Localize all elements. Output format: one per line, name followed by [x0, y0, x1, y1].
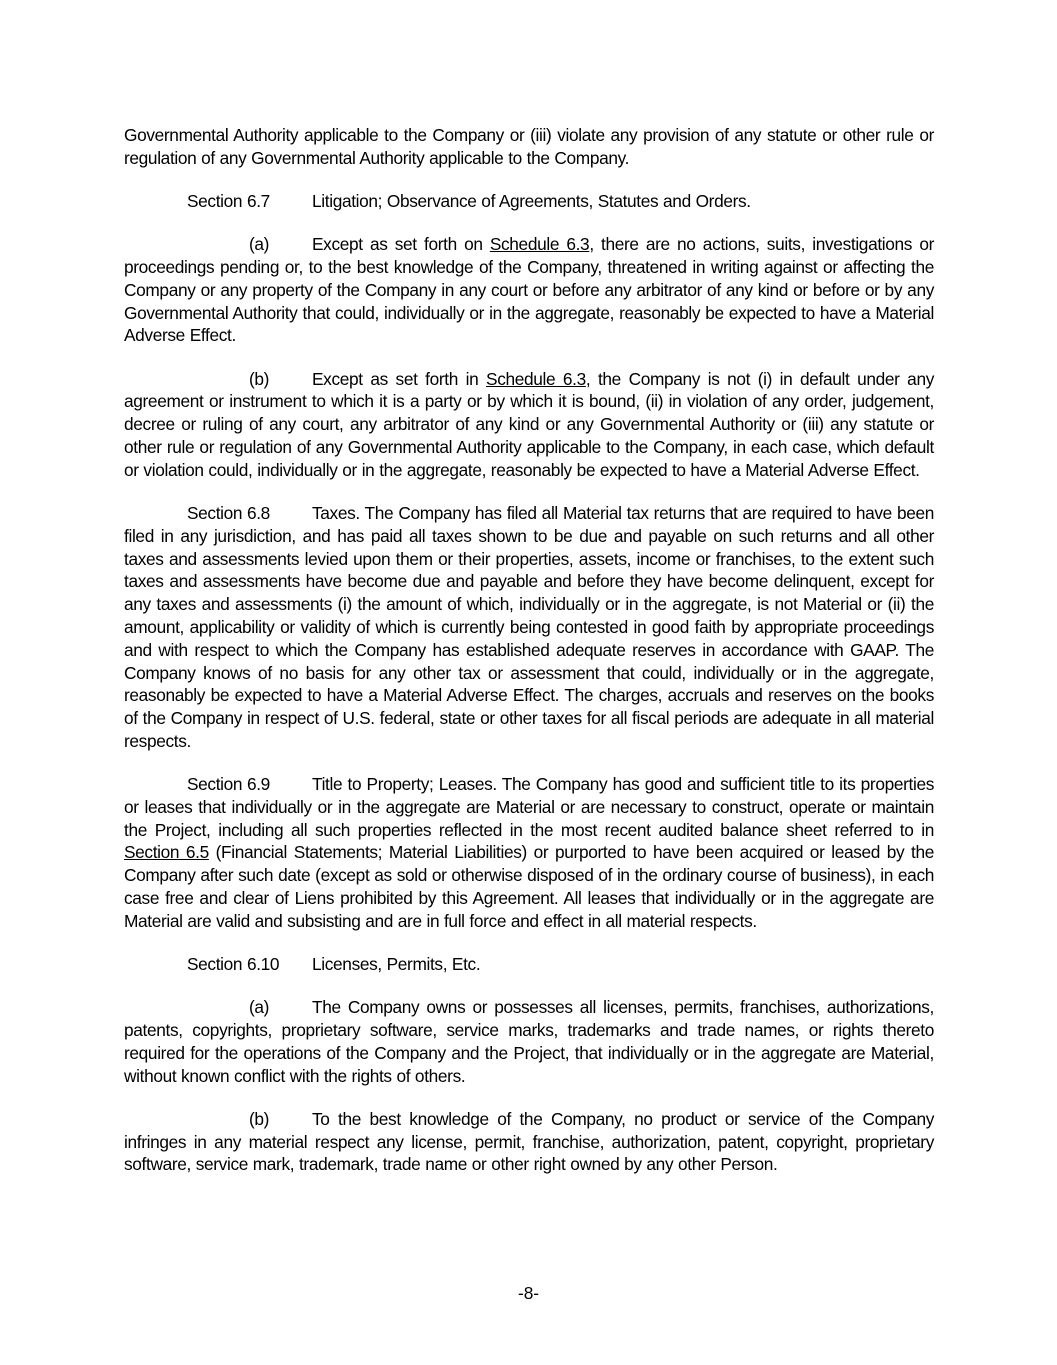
- section-6-7-a: [124, 233, 934, 347]
- section-number: Section 6.7: [187, 190, 270, 211]
- document-body: [124, 124, 934, 1197]
- text-segment: Title to Property; Leases. The Company has good and sufficient title to its properties or leases that individually or in the aggregate are Material or are necessary to construct, operate or maintain the Project, including all such properties reflected in the most recent audited balance sheet referred to in: [124, 774, 934, 840]
- section-text: Taxes. The Company has filed all Material tax returns that are required to have been filed in any jurisdiction, and has paid all taxes shown to be due and payable on such returns and all other taxes and assessments levied upon them or their properties, assets, income or franchises, to the extent such taxes and assessments have become due and payable and before they have become delinquent, except for any taxes and assessments (i) the amount of which, individually or in the aggregate, is not Material or (ii) the amount, applicability or validity of which is currently being contested in good faith by appropriate proceedings and with respect to which the Company has established adequate reserves in accordance with GAAP. The Company knows of no basis for any other tax or assessment that could, individually or in the aggregate, reasonably be expected to have a Material Adverse Effect. The charges, accruals and reserves on the books of the Company in respect of U.S. federal, state or other taxes for all fiscal periods are adequate in all material respects.: [124, 502, 934, 751]
- section-6-9: [124, 773, 934, 933]
- subsection-number: (a): [249, 997, 270, 1018]
- section-6-5-reference: Section 6.5: [124, 842, 209, 863]
- section-title: Litigation; Observance of Agreements, Statutes and Orders.: [312, 190, 751, 211]
- section-6-7-heading: [124, 190, 934, 213]
- text-segment: Except as set forth on: [312, 234, 490, 255]
- section-6-8: [124, 502, 934, 753]
- section-6-10-heading: [124, 953, 934, 976]
- text-segment: , there are no actions, suits, investigations or proceedings pending or, to the best knowledge of the Company, threatened in writing against or affecting the Company or any property of the Company in any court or before any arbitrator of any kind or before or by any Governmental Authority that could, individually or in the aggregate, reasonably be expected to have a Material Adverse Effect.: [124, 234, 934, 346]
- schedule-6-3-reference: Schedule 6.3: [486, 368, 586, 389]
- section-6-10-a: [124, 996, 934, 1087]
- text-segment: (Financial Statements; Material Liabilities) or purported to have been acquired or leased by the Company after such date (except as sold or otherwise disposed of in the ordinary course of business), in each case free and clear of Liens prohibited by this Agreement. All leases that individually or in the aggregate are Material are valid and subsisting and are in full force and effect in all material respects.: [124, 842, 935, 931]
- section-6-10-b: [124, 1108, 934, 1176]
- section-number: Section 6.9: [187, 774, 270, 795]
- section-number: Section 6.10: [187, 954, 280, 975]
- section-number: Section 6.8: [187, 502, 270, 523]
- subsection-number: (a): [249, 234, 270, 255]
- schedule-6-3-reference: Schedule 6.3: [489, 234, 590, 255]
- subsection-number: (b): [249, 1108, 270, 1129]
- subsection-text: The Company owns or possesses all licenses, permits, franchises, authorizations, patents, copyrights, proprietary software, service marks, trademarks and trade names, or rights thereto required for the operations of the Company and the Project, that individually or in the aggregate are Material, without known conflict with the rights of others.: [124, 997, 934, 1086]
- section-title: Licenses, Permits, Etc.: [312, 954, 481, 975]
- subsection-number: (b): [249, 368, 270, 389]
- text-segment: Except as set forth in: [312, 368, 487, 389]
- paragraph-continuation: Governmental Authority applicable to the Company or (iii) violate any provision of any statute or other rule or regulation of any Governmental Authority applicable to the Company.: [124, 125, 934, 168]
- subsection-text: To the best knowledge of the Company, no product or service of the Company infringes in any material respect any license, permit, franchise, authorization, patent, copyright, proprietary software, service mark, trademark, trade name or other right owned by any other Person.: [124, 1108, 934, 1175]
- text-segment: , the Company is not (i) in default under any agreement or instrument to which it is a party or by which it is bound, (ii) in violation of any order, judgement, decree or ruling of any court, any arbitrator of any kind or any Governmental Authority or (iii) any statute or other rule or regulation of any Governmental Authority applicable to the Company, in each case, which default or violation could, individually or in the aggregate, reasonably be expected to have a Material Adverse Effect.: [124, 368, 934, 480]
- section-6-7-b: [124, 368, 934, 482]
- page-number: -8-: [517, 1283, 540, 1303]
